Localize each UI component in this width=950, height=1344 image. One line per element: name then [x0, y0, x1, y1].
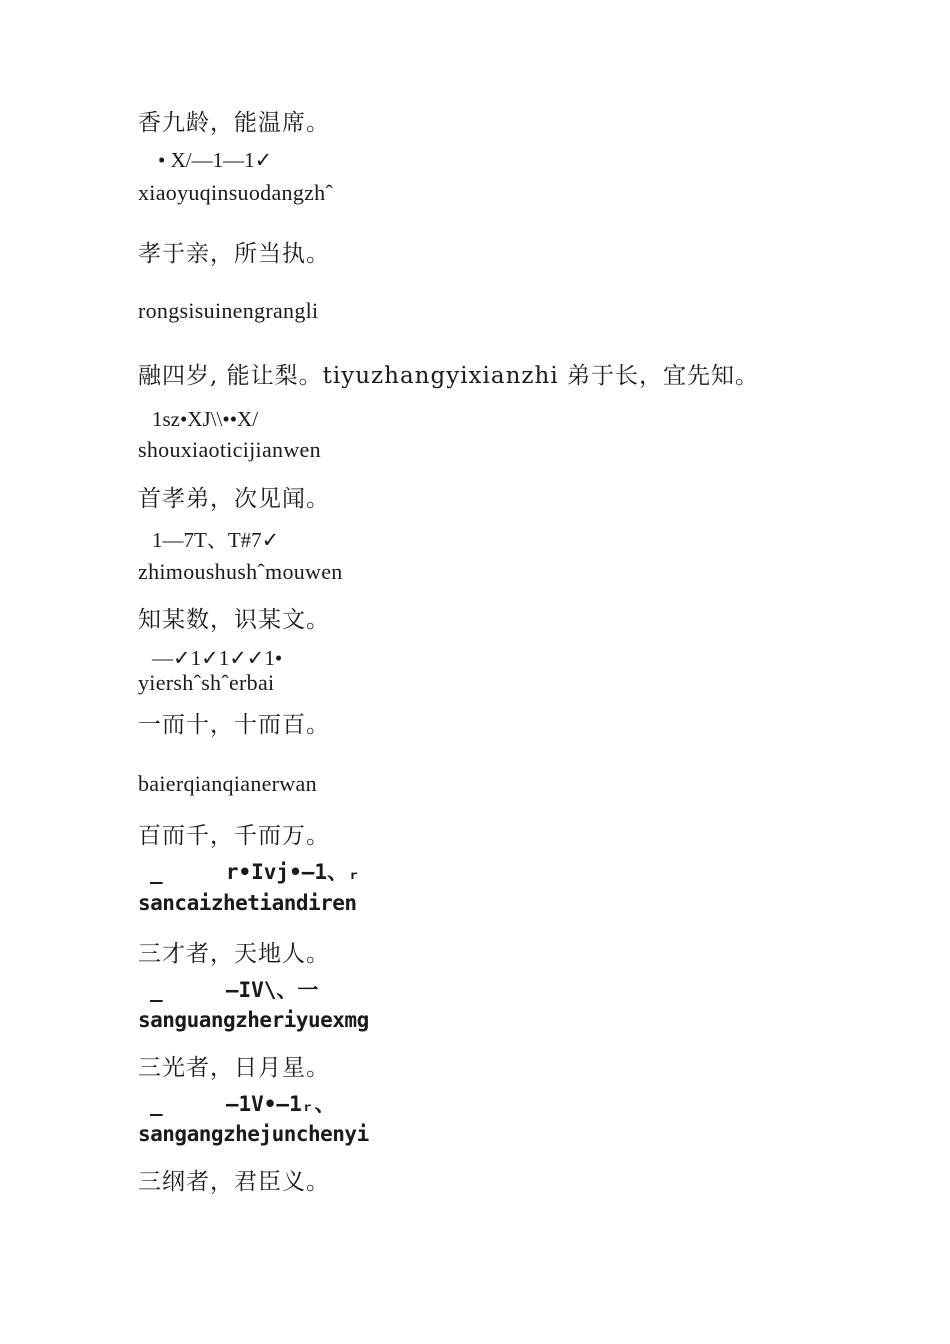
tone-marks: _ r•Ivj•—1、ᵣ — [150, 860, 361, 884]
pinyin-line: sancaizhetiandiren — [138, 891, 357, 915]
line-xiangjiuling: 香九龄，能温席。 — [138, 110, 330, 136]
pinyin-line: yiershˆshˆerbai — [138, 670, 275, 695]
tone-marks: 1sz•XJ\\••X/ — [152, 407, 259, 431]
line-sangangzhe: 三纲者，君臣义。 — [138, 1169, 330, 1195]
line-xiaoyuqin: 孝于亲，所当执。 — [138, 241, 330, 267]
pinyin-line: baierqianqianerwan — [138, 771, 317, 796]
pinyin-line: xiaoyuqinsuodangzhˆ — [138, 180, 334, 205]
tone-marks: —✓1✓1✓✓1• — [152, 646, 283, 670]
line-baierqian: 百而千，千而万。 — [138, 823, 330, 849]
pinyin-line: shouxiaoticijianwen — [138, 437, 321, 462]
pinyin-line: sangangzhejunchenyi — [138, 1122, 369, 1146]
line-sancaizhe: 三才者，天地人。 — [138, 941, 330, 967]
pinyin-line: rongsisuinengrangli — [138, 298, 319, 323]
tone-marks: • X/—1—1✓ — [158, 148, 273, 172]
tone-marks: _ —1V•—1ᵣ、 — [150, 1092, 336, 1116]
line-shouxiaoti: 首孝弟，次见闻。 — [138, 486, 330, 512]
tone-marks: _ —IV\、一 — [150, 978, 319, 1002]
line-rongsisui: 融四岁, 能让梨。tiyuzhangyixianzhi 弟于长，宜先知。 — [138, 363, 760, 389]
line-zhimoushu: 知某数，识某文。 — [138, 607, 330, 633]
line-yiershi: 一而十，十而百。 — [138, 712, 330, 738]
pinyin-line: zhimoushushˆmouwen — [138, 559, 343, 584]
pinyin-line: sanguangzheriyuexmg — [138, 1008, 369, 1032]
tone-marks: 1—7T、T#7✓ — [152, 528, 280, 552]
line-sanguangzhe: 三光者，日月星。 — [138, 1055, 330, 1081]
